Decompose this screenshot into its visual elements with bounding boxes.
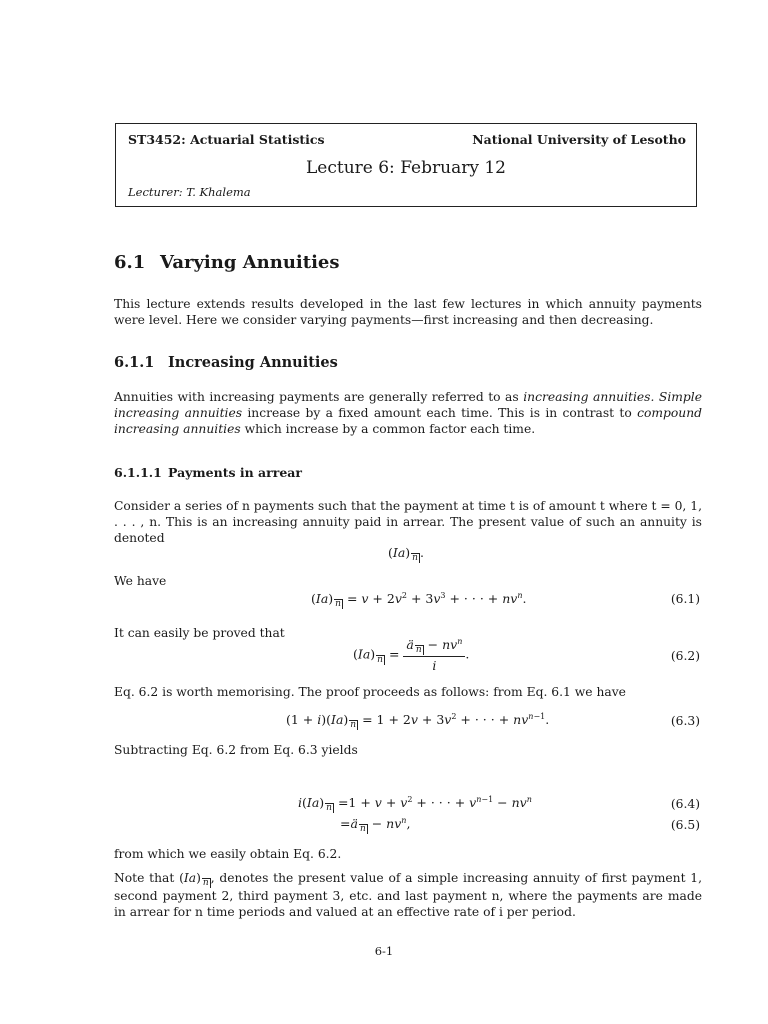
text-run: Annuities with increasing payments are generally referred to as [114,390,524,404]
lecture-header-box [115,123,697,207]
from-which-text: from which we easily obtain Eq. 6.2. [114,847,342,861]
subsection-heading [114,354,338,371]
easily-proved-text: It can easily be proved that [114,626,285,640]
intro-paragraph: This lecture extends results developed in the last few lectures in which annuity payments were level. Here we consider varying payments—first increasing and then decreasing. [114,297,702,327]
subtracting-text: Subtracting Eq. 6.2 from Eq. 6.3 yields [114,743,358,757]
section-number: 6.1 [114,252,146,273]
equation-number-6-4: (6.4) [670,797,700,811]
increasing-annuities-paragraph [114,389,702,437]
text-run: which increase by a common factor each time. [240,422,536,436]
page-number: 6-1 [374,944,394,958]
equation-6-3: (1 + i)(Ia) $n = 1 + 2v + 3v^2$ + · · · + $nv^{n-1}$. [286,712,550,731]
subsection-number: 6.1.1 [114,354,155,371]
subsubsection-title: Payments in arrear [168,465,302,480]
subsubsection-number: 6.1.1.1 [114,465,162,480]
section-title: Varying Annuities [160,252,340,273]
equation-6-4: i(Ia) $n =1 + v + v^2$ + · · · + $v^{n-1} - nv^n$ [298,795,532,814]
subsection-title: Increasing Annuities [168,354,338,371]
text-run: Note that [114,871,175,885]
note-paragraph: Note that (Ia) n , denotes the present value of a simple increasing annuity of first payment 1, second payment 2, third payment 3, etc. and last payment n, where the payments are made in arrear for n time periods and valued at an effective rate of i per period. [114,871,703,919]
text-run: increase by a fixed amount each time. This is in contrast to [242,406,638,420]
text-run: denotes the present value of a simple increasing annuity of first payment 1, second payment 2, third payment 3, etc. and last payment n, where the payments are made in arrear for n time periods and valued at an effective rate of i per period. [114,871,703,919]
we-have-text: We have [114,574,167,588]
equation-ia-display: (Ia) n . [388,545,424,563]
equation-6-5: =ä $n - nv^n$, [340,816,411,835]
equation-number-6-5: (6.5) [670,818,700,832]
university-name: National University of Lesotho [472,132,686,147]
memorise-text: Eq. 6.2 is worth memorising. The proof proceeds as follows: from Eq. 6.1 we have [114,685,626,699]
section-heading [114,252,340,273]
course-title: ST3452: Actuarial Statistics [128,132,325,147]
equation-number-6-2: (6.2) [670,649,700,663]
lecturer-name: Lecturer: T. Khalema [128,185,251,199]
subsubsection-heading [114,465,302,480]
emphasis-run: increasing annuities. Simple increasing annuities [114,390,702,420]
equation-6-1: (Ia) $n = v + 2v^2 + 3v^3$ + · · · + $nv^n$. [311,591,527,610]
emphasis-run: compound increasing annuities [114,406,703,436]
consider-paragraph: Consider a series of n payments such that the payment at time t is of amount t where t = 0, 1, . . . , n. This is an increasing annuity paid in arrear. The present value of such an annuity is denoted [114,499,702,545]
equation-number-6-1: (6.1) [670,592,700,606]
equation-number-6-3: (6.3) [670,714,700,728]
equation-6-2: (Ia) n = $\frac{ä n - nv^n}{i}$ . [353,637,470,674]
lecture-title: Lecture 6: February 12 [306,158,506,178]
